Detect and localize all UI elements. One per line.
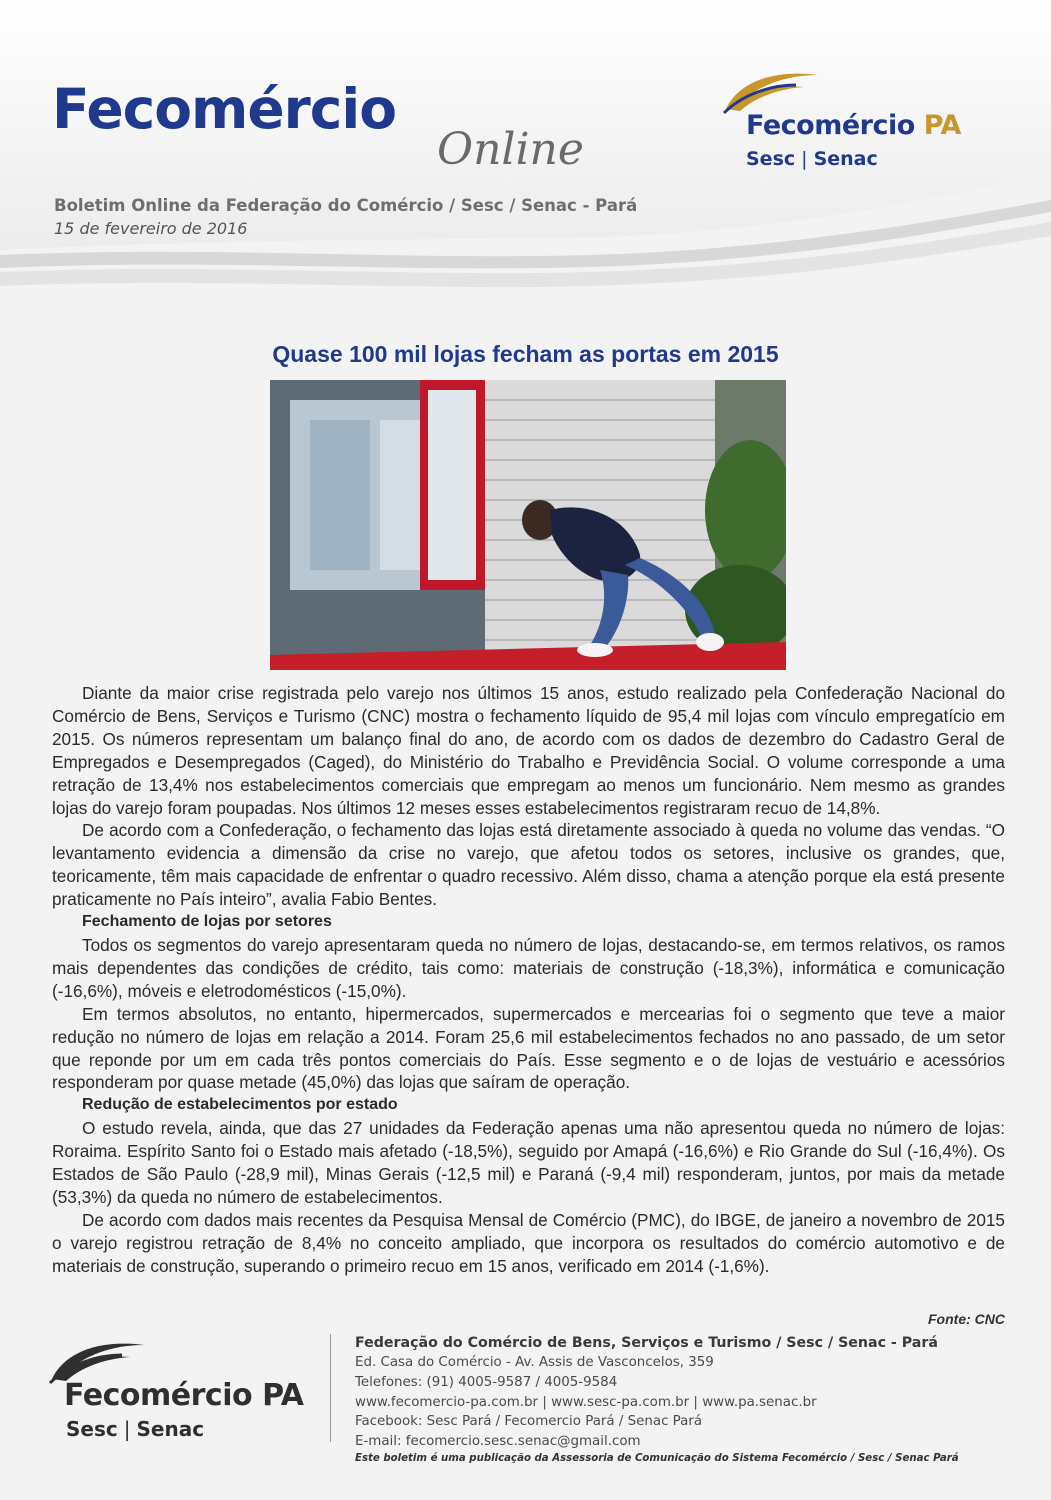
footer-note: Este boletim é uma publicação da Assessoria de Comunicação do Sistema Fecomércio / Sesc / Senac Pará [355,1452,959,1464]
footer-address: Ed. Casa do Comércio - Av. Assis de Vasconcelos, 359 [355,1355,714,1370]
brand-script-title: Online [437,124,584,175]
bulletin-date: 15 de fevereiro de 2016 [54,219,248,238]
brand-title: Fecomércio [52,77,397,141]
article-body [52,682,1005,1278]
logo-name: Fecomércio PA [746,110,961,141]
footer-phones: Telefones: (91) 4005-9587 / 4005-9584 [355,1374,618,1390]
man-closing-shop-shutter-photo [270,380,786,670]
fecomercio-logo-top [720,65,1010,175]
footer-websites[interactable]: www.fecomercio-pa.com.br | www.sesc-pa.com.br | www.pa.senac.br [355,1394,817,1410]
article-source: Fonte: CNC [928,1311,1005,1327]
footer-facebook: Facebook: Sesc Pará / Fecomercio Pará / Senac Pará [355,1414,703,1430]
footer-divider [330,1334,331,1442]
logo-sub: Sesc | Senac [66,1417,205,1441]
article-photo [270,380,786,670]
wing-logo-icon [720,65,830,115]
logo-name: Fecomércio PA [64,1378,304,1413]
article-subheading: Fechamento de lojas por setores [82,913,332,931]
logo-sub: Sesc | Senac [746,148,878,170]
article-paragraph: De acordo com dados mais recentes da Pesquisa Mensal de Comércio (PMC), do IBGE, de janeiro a novembro de 2015 o varejo registrou retração de 8,4% no conceito ampliado, que incorpora os resultados do comércio automotivo e de materiais de construção, superando o primeiro recuo em 15 anos, verificado em 2014 (-1,6%). [52,1209,1005,1276]
fecomercio-logo-bottom [46,1335,326,1445]
article-paragraph: O estudo revela, ainda, que das 27 unidades da Federação apenas uma não apresentou queda no número de lojas: Roraima. Espírito Santo foi o Estado mais afetado (-18,5%), seguido por Amapá (-16,6%) e Rio Grande do Sul (-16,4%). Os Estados de São Paulo (-28,9 mil), Minas Gerais (-12,5 mil) e Paraná (-9,4 mil) responderam, juntos, por mais da metade (53,3%) da queda no número de estabelecimentos. [52,1118,1005,1207]
article-paragraph: Todos os segmentos do varejo apresentaram queda no número de lojas, destacando-se, em termos relativos, os ramos mais dependentes das condições de crédito, tais como: materiais de construção (-18,3%), informática e comunicação (-16,6%), móveis e eletrodomésticos (-15,0%). [52,934,1005,1001]
footer-contact [355,1333,1015,1466]
footer-email[interactable]: E-mail: fecomercio.sesc.senac@gmail.com [355,1434,641,1450]
article-paragraph: Diante da maior crise registrada pelo varejo nos últimos 15 anos, estudo realizado pela Confederação Nacional do Comércio de Bens, Serviços e Turismo (CNC) mostra o fechamento líquido de 95,4 mil lojas com vínculo empregatício em 2015. Os números representam um balanço final do ano, de acordo com os dados de dezembro do Cadastro Geral de Empregados e Desempregados (Caged), do Ministério do Trabalho e Previdência Social. O volume corresponde a uma retração de 13,4% nos estabelecimentos comerciais que empregam ao menos um funcionário. Nem mesmo as grandes lojas do varejo foram poupadas. Nos últimos 12 meses esses estabelecimentos registraram recuo de 14,8%. [52,683,1005,818]
article-paragraph: Em termos absolutos, no entanto, hipermercados, supermercados e mercearias foi o segmento que teve a maior redução no número de lojas em relação a 2014. Foram 25,6 mil estabelecimentos fechados no ano passado, de um setor que reponde por um em cada três pontos comerciais do País. Esse segmento e o de lojas de vestuário e acessórios responderam por quase metade (45,0%) das lojas que saíram de operação. [52,1003,1005,1093]
article-paragraph: De acordo com a Confederação, o fechamento das lojas está diretamente associado à queda no volume das vendas. “O levantamento evidencia a dimensão da crise no varejo, que afetou todos os setores, inclusive os grandes, que, teoricamente, têm mais capacidade de enfrentar o quadro recessivo. Além disso, chama a atenção porque ela está presente praticamente no País inteiro”, avalia Fabio Bentes. [52,820,1005,910]
article-subheading: Redução de estabelecimentos por estado [82,1096,398,1114]
bulletin-subtitle: Boletim Online da Federação do Comércio / Sesc / Senac - Pará [54,196,638,215]
footer-org: Federação do Comércio de Bens, Serviços e Turismo / Sesc / Senac - Pará [355,1335,938,1351]
article-headline: Quase 100 mil lojas fecham as portas em 2015 [272,341,779,367]
